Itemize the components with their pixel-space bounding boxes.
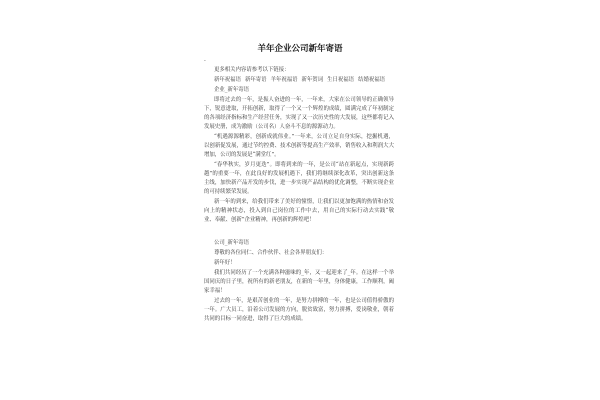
paragraph-4: 新一年的到来，给我们带来了美好的憧憬，让我们以更加饱满的热情和奋发向上的精神状态，投入到自己岗位的工作中去，用自己的实际行动去实践“敬业、奉献、创新”企业精神，再创新的辉煌吧！ [204, 199, 394, 223]
paragraph-5: 我们共同经历了一个充满各种滋味的_年，又一起迎来了_年。在这样一个举国同庆的日子里，祝所有的新老朋友，在新的一年里，身体健康，工作顺利，阖家幸福！ [204, 270, 394, 294]
link-birthday-wishes[interactable]: 生日祝福语 [327, 77, 355, 83]
more-links-label: 更多相关内容请参考以下链接： [214, 67, 290, 73]
paragraph-6: 过去的一年，是艰苦创业的一年，是努力拼搏的一年，也是公司值得骄傲的一年。广大员工，沿着公司发展的方向，脱贫致富，努力拼搏，爱岗敬业，朝着共同的目标一同奋进，取得了巨大的成绩。 [204, 298, 394, 322]
related-links [204, 76, 394, 85]
greeting-line: 尊敬的各位同仁、合作伙伴、社会各界朋友们： [214, 250, 328, 256]
link-new-year-greetings[interactable]: 新年贺词 [301, 77, 324, 83]
section-spacer [204, 226, 394, 239]
paragraph-3: “春华秋实，岁月更迭”。即将到来的一年，是公司“站在新起点，实现新跨越”的重要一年，在此良好的发展机遇下，我们将继续深化改革，突出创新这条主线，加快新产品开发的步伐，进一步实现产品结构的优化调整，不断实现企业的可持续繁荣发展。 [204, 162, 394, 195]
new-year-line: 新年好！ [214, 260, 236, 266]
page-title: 羊年企业公司新年寄语 [257, 44, 343, 54]
link-new-year-wishes[interactable]: 新年祝福语 [214, 77, 241, 83]
document-body [204, 66, 394, 325]
bullet-mark: · [204, 58, 206, 65]
section-heading-company: 公司_新年寄语 [214, 240, 250, 246]
paragraph-2: “机遇源源精彩，创新成就伟业。”一年来，公司立足自身实际，挖掘机遇，以创新促发展，通过节约控费、技术创新等提高生产效率，销售收入和利润大大增加，公司的发展是“满堂红”。 [204, 134, 394, 158]
section-heading-enterprise: 企业_新年寄语 [214, 87, 250, 93]
link-wedding-wishes[interactable]: 结婚祝福语 [358, 77, 386, 83]
paragraph-1: 即将过去的一年，是振人奋进的一年，一年来，大家在公司领导的正确领导下，锐意进取，开拓创新，取得了一个又一个辉煌的成绩，圆满完成了年初制定的各项经济指标和生产经营任务，实现了又一次历史性的大发展，这些都将记入发展史册，成为激励（公司名）人奋斗不息的源源动力。 [204, 97, 394, 130]
link-new-year-message[interactable]: 新年寄语 [244, 77, 267, 83]
link-goat-year-wishes[interactable]: 羊年祝福语 [270, 77, 298, 83]
